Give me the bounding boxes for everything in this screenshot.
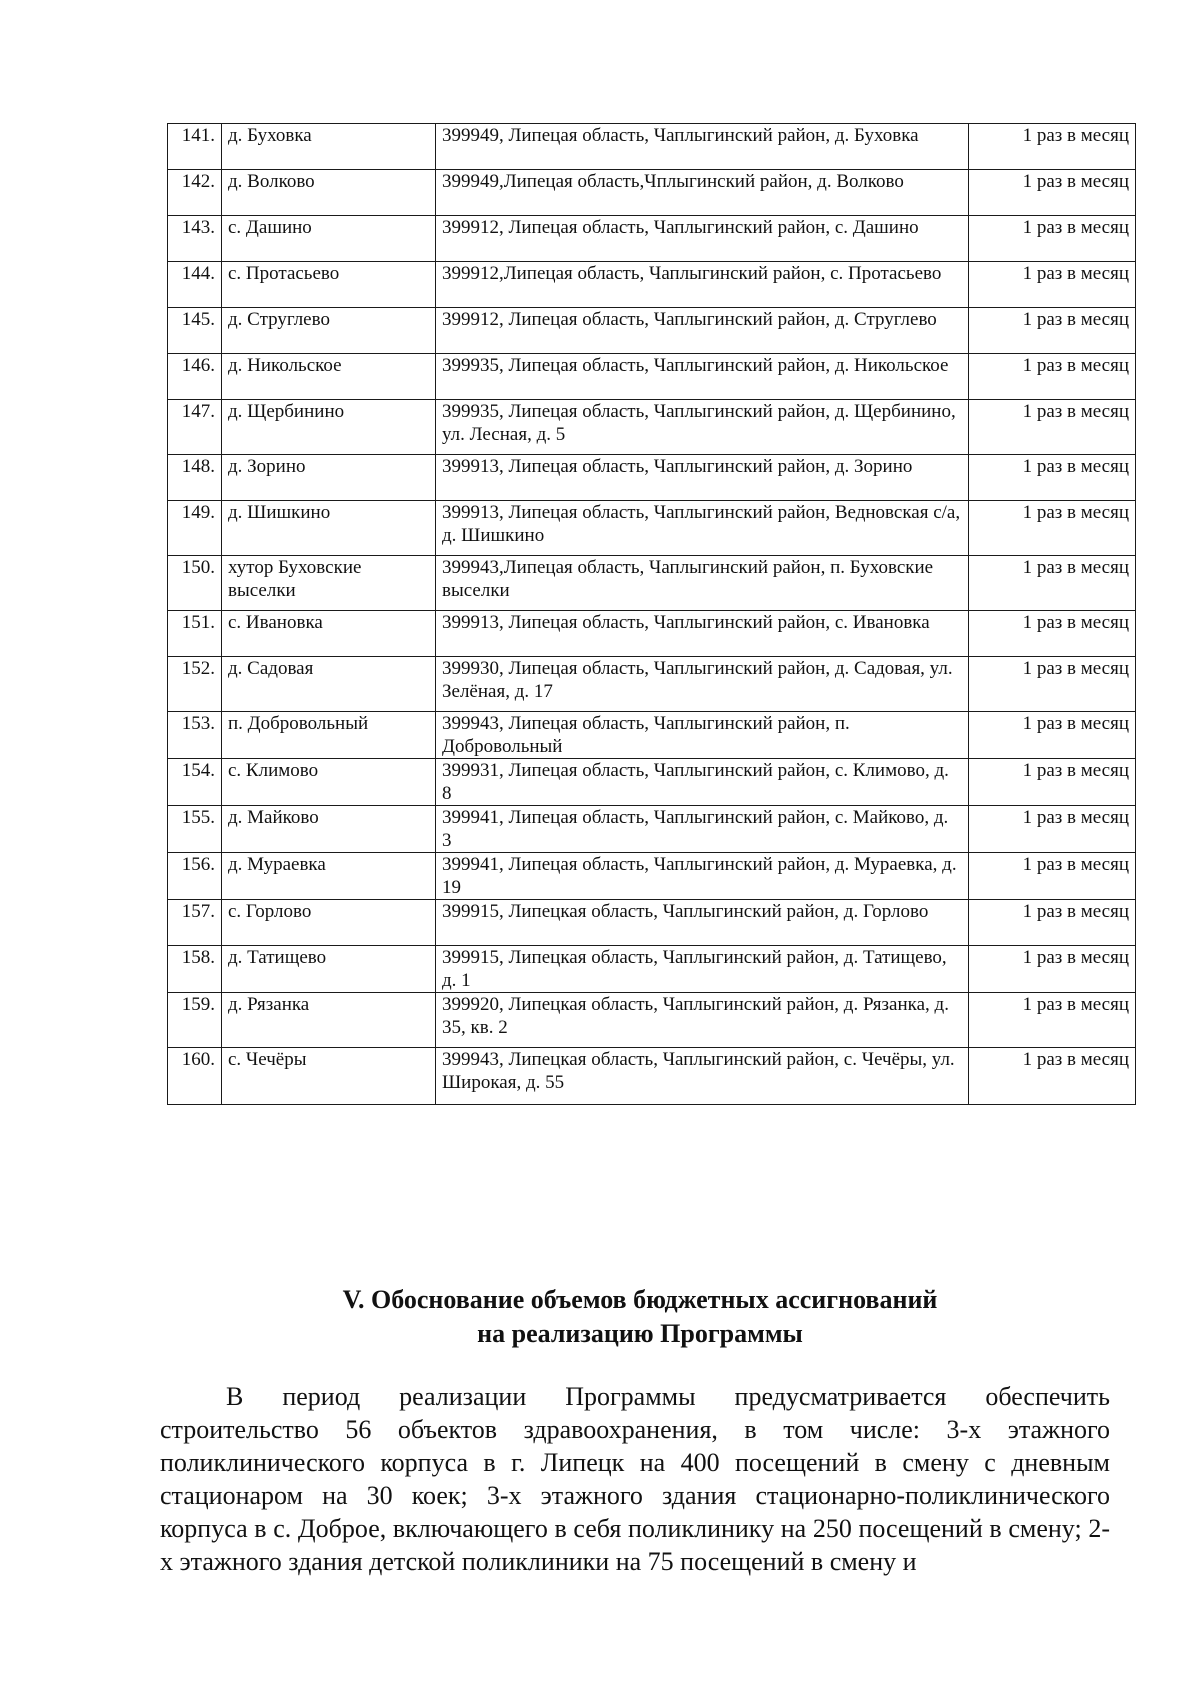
visit-frequency: 1 раз в месяц xyxy=(969,124,1136,170)
postal-address: 399941, Липецая область, Чаплыгинский район, д. Мураевка, д. 19 xyxy=(436,853,969,900)
row-number: 143. xyxy=(168,216,222,262)
postal-address: 399949, Липецая область, Чаплыгинский район, д. Буховка xyxy=(436,124,969,170)
row-number: 154. xyxy=(168,759,222,806)
settlement-name: д. Струглево xyxy=(222,308,436,354)
postal-address: 399943, Липецкая область, Чаплыгинский район, с. Чечёры, ул. Широкая, д. 55 xyxy=(436,1048,969,1105)
settlement-name: с. Чечёры xyxy=(222,1048,436,1105)
visit-frequency: 1 раз в месяц xyxy=(969,853,1136,900)
row-number: 155. xyxy=(168,806,222,853)
visit-frequency: 1 раз в месяц xyxy=(969,170,1136,216)
table-row xyxy=(168,657,1136,712)
row-number: 148. xyxy=(168,455,222,501)
postal-address: 399935, Липецая область, Чаплыгинский район, д. Никольское xyxy=(436,354,969,400)
table-row xyxy=(168,993,1136,1048)
settlement-name: д. Щербинино xyxy=(222,400,436,455)
table-row xyxy=(168,308,1136,354)
postal-address: 399920, Липецкая область, Чаплыгинский район, д. Рязанка, д. 35, кв. 2 xyxy=(436,993,969,1048)
row-number: 142. xyxy=(168,170,222,216)
table-row xyxy=(168,806,1136,853)
table-row xyxy=(168,124,1136,170)
visit-frequency: 1 раз в месяц xyxy=(969,354,1136,400)
table-row xyxy=(168,170,1136,216)
visit-frequency: 1 раз в месяц xyxy=(969,611,1136,657)
row-number: 153. xyxy=(168,712,222,759)
settlement-name: с. Ивановка xyxy=(222,611,436,657)
settlement-name: д. Буховка xyxy=(222,124,436,170)
settlement-name: с. Протасьево xyxy=(222,262,436,308)
section-heading-line-1: V. Обоснование объемов бюджетных ассигнований xyxy=(342,1285,938,1314)
row-number: 147. xyxy=(168,400,222,455)
settlement-name: д. Шишкино xyxy=(222,501,436,556)
table-row xyxy=(168,262,1136,308)
table-row xyxy=(168,946,1136,993)
postal-address: 399949,Липецая область,Чплыгинский район, д. Волково xyxy=(436,170,969,216)
table-row xyxy=(168,759,1136,806)
visit-frequency: 1 раз в месяц xyxy=(969,712,1136,759)
settlement-name: хутор Буховские выселки xyxy=(222,556,436,611)
row-number: 145. xyxy=(168,308,222,354)
visit-frequency: 1 раз в месяц xyxy=(969,946,1136,993)
row-number: 158. xyxy=(168,946,222,993)
row-number: 159. xyxy=(168,993,222,1048)
row-number: 156. xyxy=(168,853,222,900)
postal-address: 399915, Липецкая область, Чаплыгинский район, д. Татищево, д. 1 xyxy=(436,946,969,993)
postal-address: 399941, Липецая область, Чаплыгинский район, с. Майково, д. 3 xyxy=(436,806,969,853)
visit-frequency: 1 раз в месяц xyxy=(969,806,1136,853)
settlements-table xyxy=(167,123,1136,1105)
table-row xyxy=(168,611,1136,657)
table-row xyxy=(168,853,1136,900)
row-number: 150. xyxy=(168,556,222,611)
row-number: 149. xyxy=(168,501,222,556)
visit-frequency: 1 раз в месяц xyxy=(969,262,1136,308)
postal-address: 399912, Липецая область, Чаплыгинский район, д. Струглево xyxy=(436,308,969,354)
postal-address: 399912,Липецая область, Чаплыгинский район, с. Протасьево xyxy=(436,262,969,308)
settlement-name: д. Никольское xyxy=(222,354,436,400)
postal-address: 399943,Липецая область, Чаплыгинский район, п. Буховские выселки xyxy=(436,556,969,611)
table-row xyxy=(168,501,1136,556)
postal-address: 399913, Липецая область, Чаплыгинский район, с. Ивановка xyxy=(436,611,969,657)
table-row xyxy=(168,712,1136,759)
postal-address: 399931, Липецая область, Чаплыгинский район, с. Климово, д. 8 xyxy=(436,759,969,806)
row-number: 141. xyxy=(168,124,222,170)
table-row xyxy=(168,216,1136,262)
visit-frequency: 1 раз в месяц xyxy=(969,556,1136,611)
postal-address: 399912, Липецая область, Чаплыгинский район, с. Дашино xyxy=(436,216,969,262)
postal-address: 399930, Липецая область, Чаплыгинский район, д. Садовая, ул. Зелёная, д. 17 xyxy=(436,657,969,712)
table-row xyxy=(168,556,1136,611)
visit-frequency: 1 раз в месяц xyxy=(969,900,1136,946)
settlement-name: д. Мураевка xyxy=(222,853,436,900)
table-row xyxy=(168,900,1136,946)
table-row xyxy=(168,455,1136,501)
settlement-name: с. Горлово xyxy=(222,900,436,946)
row-number: 152. xyxy=(168,657,222,712)
settlement-name: д. Татищево xyxy=(222,946,436,993)
visit-frequency: 1 раз в месяц xyxy=(969,400,1136,455)
visit-frequency: 1 раз в месяц xyxy=(969,657,1136,712)
settlement-name: с. Климово xyxy=(222,759,436,806)
section-paragraph: В период реализации Программы предусматривается обеспечить строительство 56 объектов здравоохранения, в том числе: 3-х этажного поликлинического корпуса в г. Липецк на 400 посещений в смену с дневным стационаром на 30 коек; 3-х этажного здания стационарно-поликлинического корпуса в с. Доброе, включающего в себя поликлинику на 250 посещений в смену; 2-х этажного здания детской поликлиники на 75 посещений в смену и xyxy=(160,1382,1110,1576)
postal-address: 399913, Липецая область, Чаплыгинский район, д. Зорино xyxy=(436,455,969,501)
table-row xyxy=(168,400,1136,455)
section-heading xyxy=(160,1283,1120,1351)
postal-address: 399943, Липецая область, Чаплыгинский район, п. Добровольный xyxy=(436,712,969,759)
settlement-name: п. Добровольный xyxy=(222,712,436,759)
settlement-name: д. Садовая xyxy=(222,657,436,712)
table-row xyxy=(168,1048,1136,1105)
row-number: 146. xyxy=(168,354,222,400)
postal-address: 399935, Липецая область, Чаплыгинский район, д. Щербинино, ул. Лесная, д. 5 xyxy=(436,400,969,455)
settlement-name: с. Дашино xyxy=(222,216,436,262)
visit-frequency: 1 раз в месяц xyxy=(969,308,1136,354)
settlement-name: д. Рязанка xyxy=(222,993,436,1048)
table-row xyxy=(168,354,1136,400)
postal-address: 399915, Липецкая область, Чаплыгинский район, д. Горлово xyxy=(436,900,969,946)
table-body xyxy=(168,124,1136,1105)
row-number: 160. xyxy=(168,1048,222,1105)
visit-frequency: 1 раз в месяц xyxy=(969,993,1136,1048)
row-number: 157. xyxy=(168,900,222,946)
postal-address: 399913, Липецая область, Чаплыгинский район, Ведновская с/а, д. Шишкино xyxy=(436,501,969,556)
row-number: 151. xyxy=(168,611,222,657)
visit-frequency: 1 раз в месяц xyxy=(969,1048,1136,1105)
visit-frequency: 1 раз в месяц xyxy=(969,455,1136,501)
visit-frequency: 1 раз в месяц xyxy=(969,759,1136,806)
section-heading-line-2: на реализацию Программы xyxy=(477,1319,803,1348)
settlement-name: д. Волково xyxy=(222,170,436,216)
row-number: 144. xyxy=(168,262,222,308)
settlement-name: д. Зорино xyxy=(222,455,436,501)
visit-frequency: 1 раз в месяц xyxy=(969,501,1136,556)
visit-frequency: 1 раз в месяц xyxy=(969,216,1136,262)
settlement-name: д. Майково xyxy=(222,806,436,853)
